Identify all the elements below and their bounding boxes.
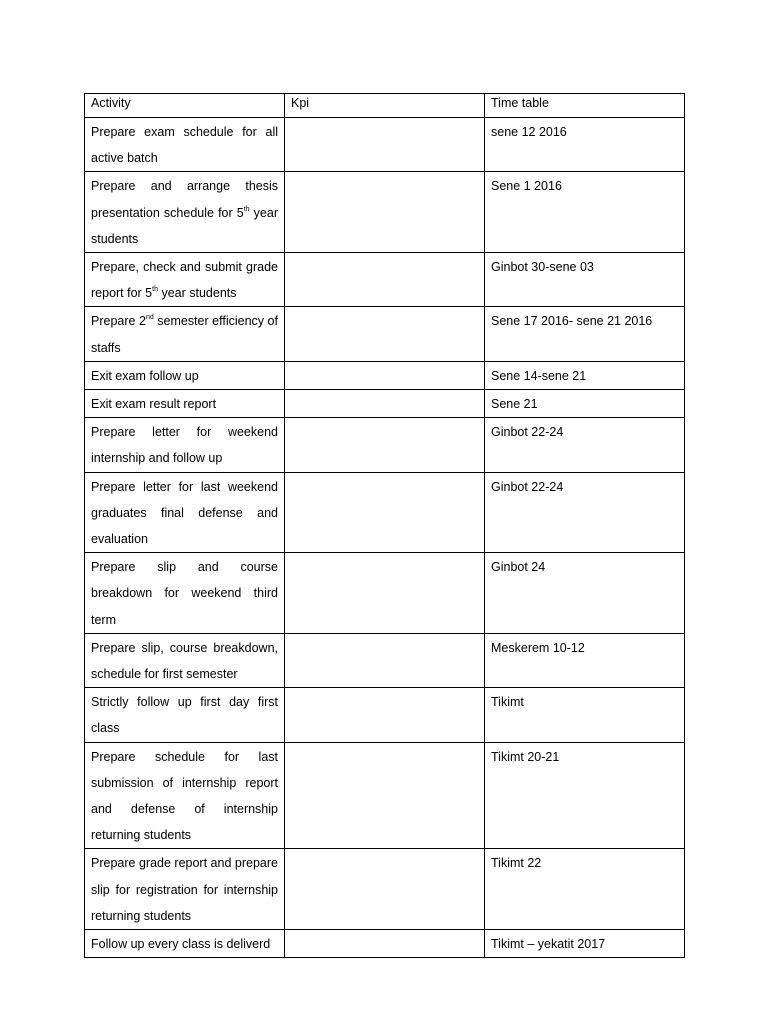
activity-cell: [85, 253, 285, 307]
activity-text: Prepare 2: [91, 314, 146, 329]
kpi-cell: [285, 390, 485, 418]
activity-cell: Follow up every class is deliverd: [85, 930, 285, 958]
kpi-cell: [285, 553, 485, 634]
activity-cell: Prepare schedule for last submission of internship report and defense of internship returning students: [85, 742, 285, 849]
kpi-cell: [285, 418, 485, 472]
kpi-cell: [285, 849, 485, 930]
activity-text: Prepare and arrange thesis presentation schedule for 5: [91, 179, 278, 220]
time-cell: Tikimt: [485, 688, 685, 742]
activity-cell: Strictly follow up first day first class: [85, 688, 285, 742]
activity-cell: [85, 172, 285, 253]
table-row: [85, 172, 685, 253]
table-row: [85, 472, 685, 553]
activity-cell: Prepare exam schedule for all active batch: [85, 118, 285, 172]
table-row: [85, 118, 685, 172]
superscript: th: [152, 286, 158, 294]
activity-text: year students: [91, 205, 278, 246]
kpi-cell: [285, 118, 485, 172]
time-cell: Sene 17 2016- sene 21 2016: [485, 307, 685, 361]
time-cell: Meskerem 10-12: [485, 633, 685, 687]
superscript: th: [243, 205, 250, 213]
activity-table: [84, 93, 685, 958]
kpi-cell: [285, 307, 485, 361]
activity-cell: Prepare slip, course breakdown, schedule for first semester: [85, 633, 285, 687]
time-cell: Ginbot 30-sene 03: [485, 253, 685, 307]
kpi-cell: [285, 172, 485, 253]
superscript: nd: [145, 314, 154, 322]
time-cell: Ginbot 24: [485, 553, 685, 634]
header-time-table: Time table: [485, 94, 685, 118]
activity-text: year students: [157, 286, 237, 301]
time-cell: Sene 14-sene 21: [485, 361, 685, 389]
time-cell: Tikimt 22: [485, 849, 685, 930]
kpi-cell: [285, 472, 485, 553]
table-row: [85, 553, 685, 634]
activity-cell: Prepare grade report and prepare slip for registration for internship returning students: [85, 849, 285, 930]
activity-cell: Exit exam result report: [85, 390, 285, 418]
header-activity: Activity: [85, 94, 285, 118]
table-row: [85, 633, 685, 687]
kpi-cell: [285, 633, 485, 687]
time-cell: sene 12 2016: [485, 118, 685, 172]
kpi-cell: [285, 688, 485, 742]
table-row: [85, 390, 685, 418]
activity-cell: [85, 307, 285, 361]
table-row: [85, 742, 685, 849]
time-cell: Sene 1 2016: [485, 172, 685, 253]
table-row: [85, 361, 685, 389]
time-cell: Sene 21: [485, 390, 685, 418]
table-row: [85, 253, 685, 307]
activity-cell: Prepare letter for last weekend graduates final defense and evaluation: [85, 472, 285, 553]
kpi-cell: [285, 253, 485, 307]
kpi-cell: [285, 930, 485, 958]
table-row: [85, 307, 685, 361]
kpi-cell: [285, 742, 485, 849]
activity-text: Prepare, check and submit grade report for 5: [91, 260, 278, 301]
activity-cell: Exit exam follow up: [85, 361, 285, 389]
time-cell: Tikimt – yekatit 2017: [485, 930, 685, 958]
header-kpi: Kpi: [285, 94, 485, 118]
time-cell: Tikimt 20-21: [485, 742, 685, 849]
kpi-cell: [285, 361, 485, 389]
table-row: [85, 688, 685, 742]
activity-text: semester efficiency of staffs: [91, 314, 278, 355]
table-row: [85, 930, 685, 958]
time-cell: Ginbot 22-24: [485, 472, 685, 553]
activity-cell: Prepare slip and course breakdown for weekend third term: [85, 553, 285, 634]
table-header-row: [85, 94, 685, 118]
table-row: [85, 849, 685, 930]
time-cell: Ginbot 22-24: [485, 418, 685, 472]
activity-cell: Prepare letter for weekend internship and follow up: [85, 418, 285, 472]
table-row: [85, 418, 685, 472]
